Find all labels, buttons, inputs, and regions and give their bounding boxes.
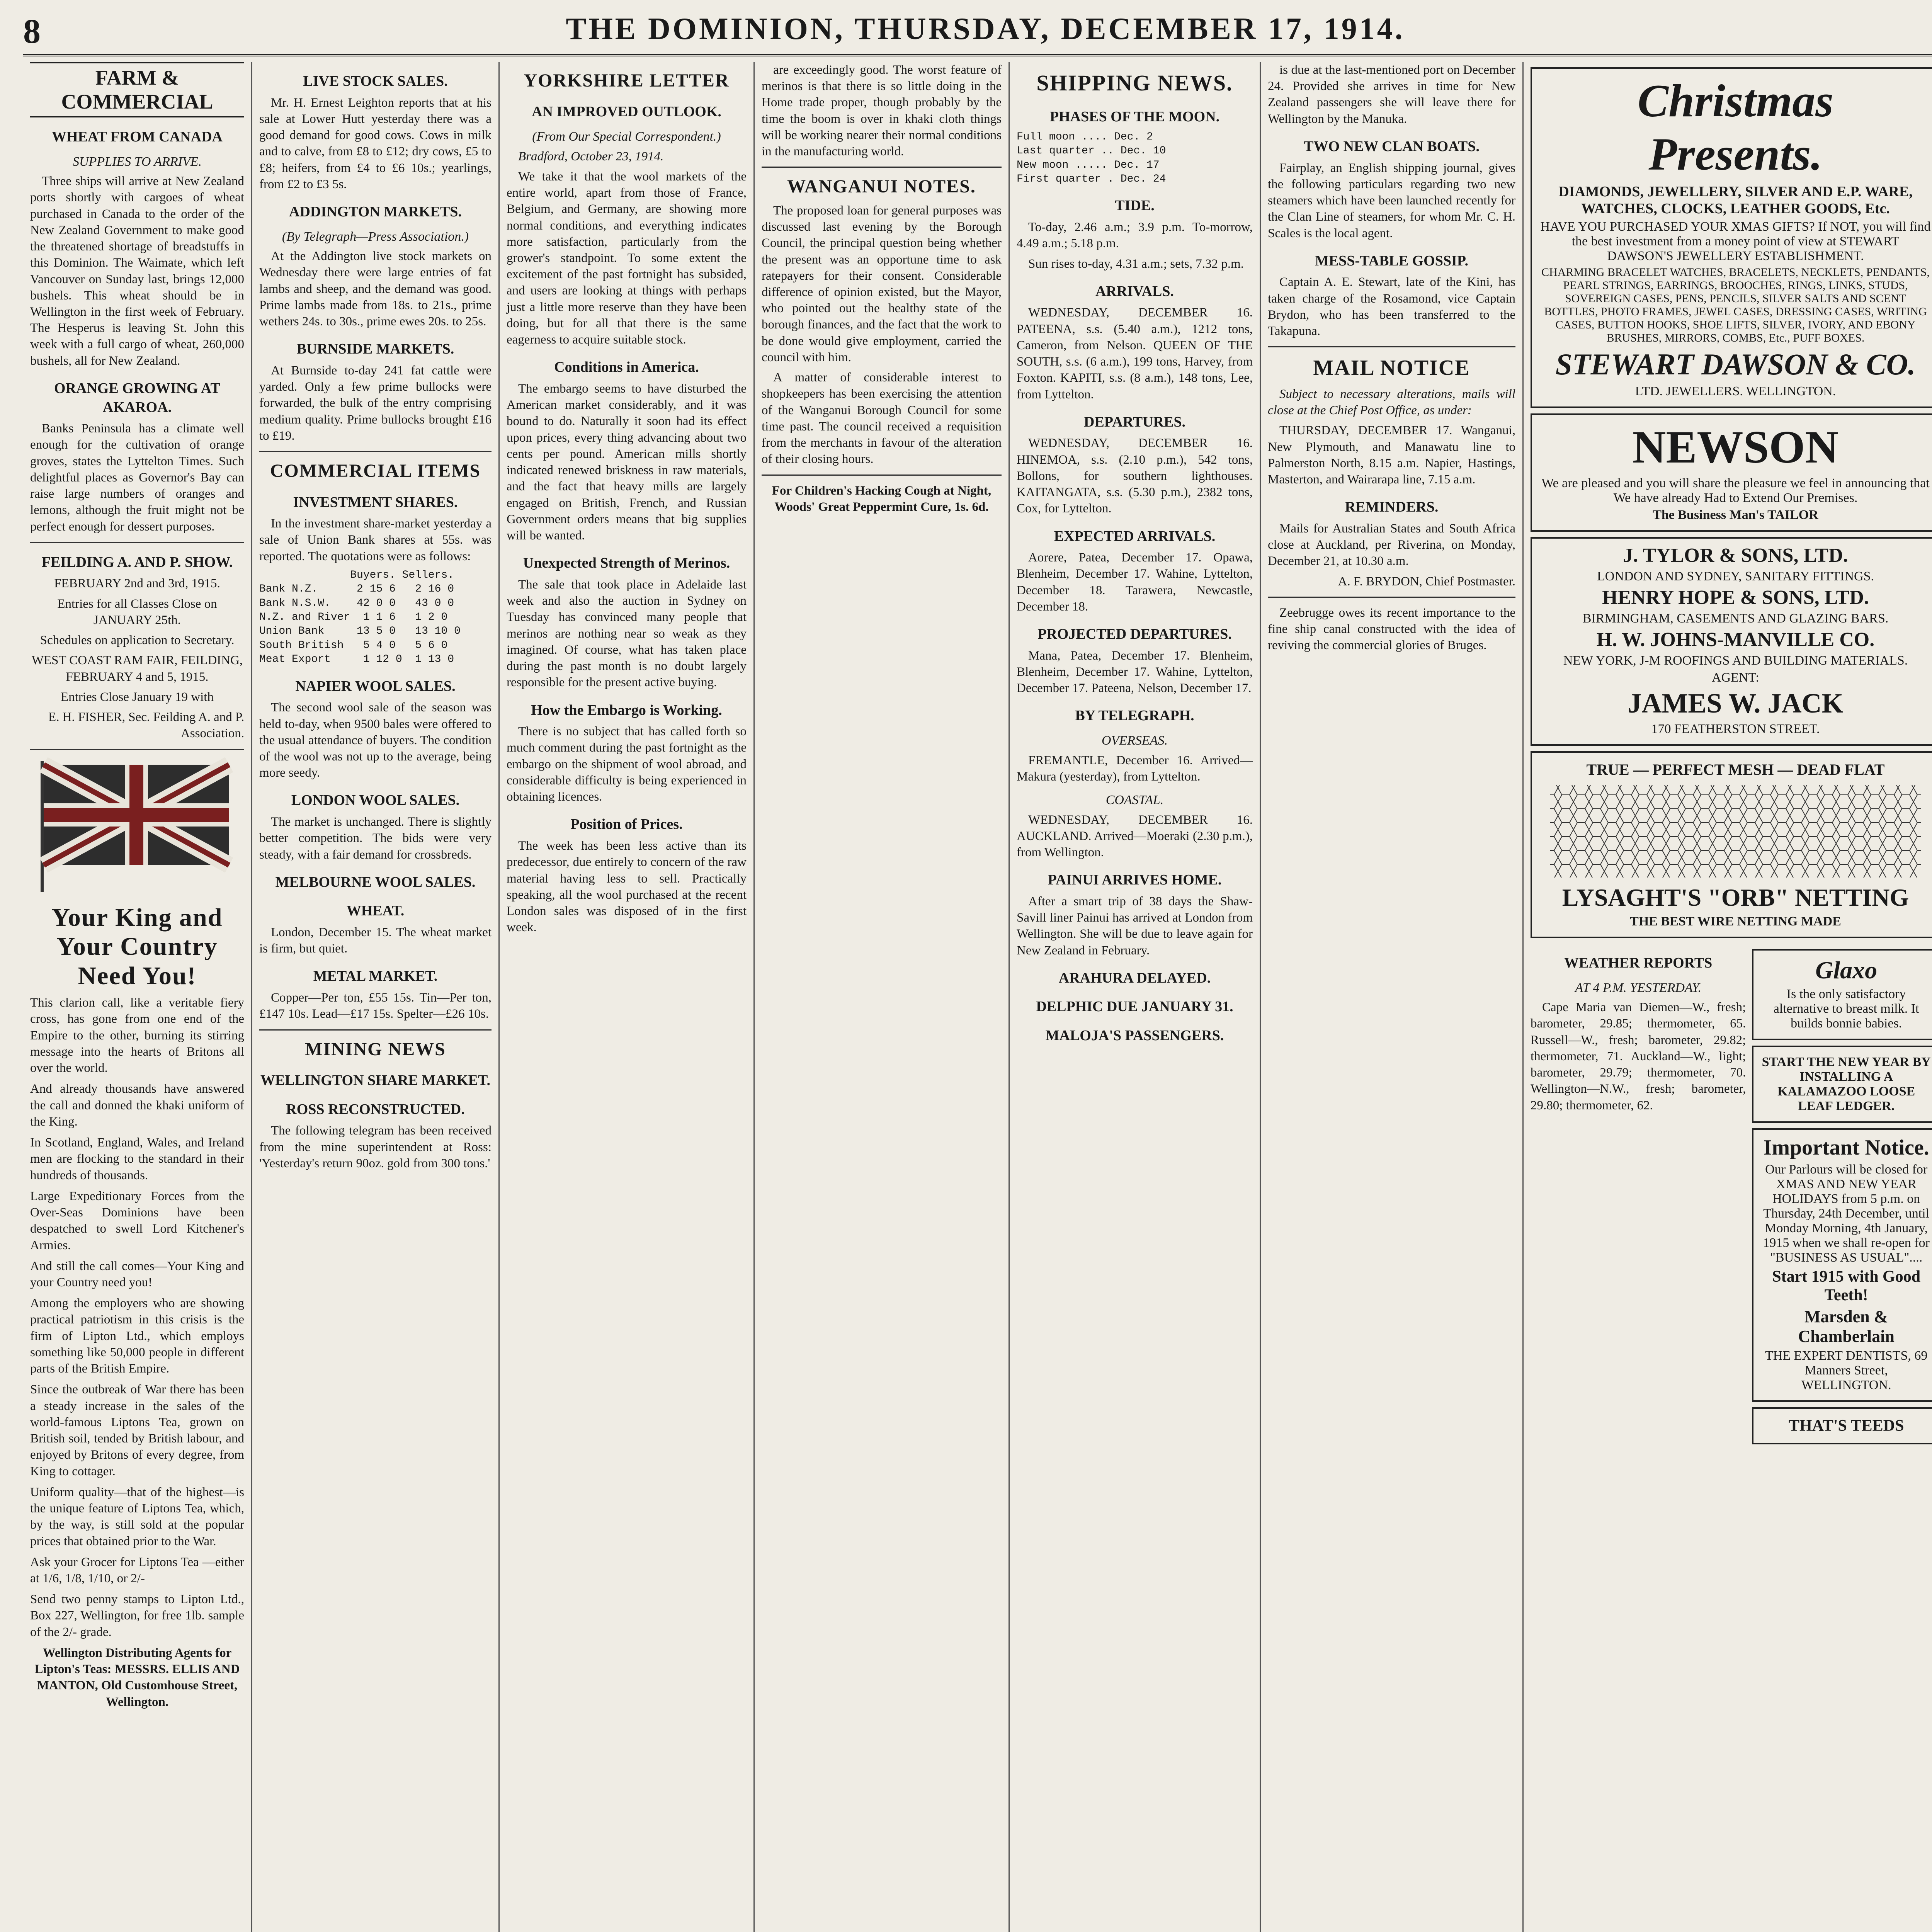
- article-clan: Fairplay, an English shipping journal, gives the following particulars regarding two new steamers which have been launched recently for the Clan Line of steamers, for whom Mr. C. H. Scales is the local agent.: [1268, 161, 1515, 240]
- shares-table: Buyers. Sellers. Bank N.Z. 2 15 6 2 16 0 Bank N.S.W. 42 0 0 43 0 0 N.Z. and River 1 1 6 1 2 0 Union Bank 13 5 0 13 10 0 South British 5 4 0 5 6 0 Meat Export 1 12 0 1 13 0: [259, 569, 461, 666]
- important-text: Our Parlours will be closed for XMAS AND NEW YEAR HOLIDAYS from 5 p.m. on Thursday, 24th December, until Monday Morning, 4th January, 1915 when we shall re-open for "BUSINESS AS USUAL"....: [1763, 1162, 1930, 1265]
- important-notice: Important Notice.: [1763, 1136, 1929, 1160]
- union-jack-flag-icon: [33, 757, 242, 896]
- section-title: FARM & COMMERCIAL: [30, 62, 244, 117]
- mail-intro: Subject to necessary alterations, mails will close at the Chief Post Office, as under:: [1268, 387, 1515, 418]
- headline-commercial: COMMERCIAL ITEMS: [270, 461, 481, 481]
- lipton-item: Since the outbreak of War there has been a steady increase in the sales of the world-famous Liptons Tea, grown on British soil, tended by British labour, and enjoyed by Britons of every degree, from King to cottager.: [30, 1383, 244, 1478]
- article-mess: Captain A. E. Stewart, late of the Kini, has taken charge of the Rosamond, vice Captain Brydon, who has been transferred to the Takapuna.: [1268, 275, 1515, 338]
- show-entries: Entries for all Classes Close on JANUARY 25th.: [57, 597, 217, 627]
- dentists-ad: [1752, 1128, 1932, 1402]
- headline-yorkshire: YORKSHIRE LETTER: [524, 70, 730, 91]
- column-yorkshire: [498, 62, 753, 1932]
- stewart-dawson-ad: [1531, 67, 1932, 408]
- article-livestock: Mr. H. Ernest Leighton reports that at his sale at Lower Hutt yesterday there was a good demand for good cows. Cows in milk and to calve, from £8 to £12; dry cows, £5 to £8; heifers, from £4 to £6 10s.; yearlings, from £2 to £3 5s.: [259, 95, 492, 191]
- subhead-tide: TIDE.: [1115, 197, 1155, 214]
- subhead-embargo: How the Embargo is Working.: [531, 702, 722, 718]
- headline-delphic: DELPHIC DUE JANUARY 31.: [1036, 998, 1233, 1015]
- coastal-list: WEDNESDAY, DECEMBER 16. AUCKLAND. Arrived—Moeraki (2.30 p.m.), from Wellington.: [1017, 813, 1253, 860]
- column-shipping: [1009, 62, 1260, 1932]
- christmas-title: Christmas: [1638, 75, 1833, 126]
- subhead-prices: Position of Prices.: [570, 816, 683, 833]
- projected-list: Mana, Patea, December 17. Blenheim, Blenheim, December 17. Wahine, Lyttelton, December 17. Pateena, Nelson, December 17.: [1017, 648, 1253, 696]
- article-paragraph: are exceedingly good. The worst feature of merinos is that there is so little doing in the Home trade proper, though probably by the time the boom is over in khaki cloth things will be working nearer their normal conditions in the manufacturing world.: [762, 63, 1002, 159]
- expected-list: Aorere, Patea, December 17. Opawa, Blenheim, December 17. Wahine, Lyttelton, December 18. Tarawera, Newcastle, December 18.: [1017, 551, 1253, 614]
- dentists-sub: THE EXPERT DENTISTS, 69 Manners Street, WELLINGTON.: [1765, 1349, 1928, 1392]
- xmas-text: HAVE YOU PURCHASED YOUR XMAS GIFTS? If NOT, you will find the best investment from a money point of view at STEWART DAWSON'S JEWELLERY ESTABLISHMENT.: [1540, 219, 1931, 263]
- lower-ads: [1531, 944, 1932, 1450]
- johns-manville-name: H. W. JOHNS-MANVILLE CO.: [1596, 629, 1875, 651]
- tylor-sub: LONDON AND SYDNEY, SANITARY FITTINGS.: [1597, 569, 1874, 583]
- page-number: 8: [23, 12, 41, 51]
- hope-name: HENRY HOPE & SONS, LTD.: [1602, 587, 1869, 609]
- article-painui: After a smart trip of 38 days the Shaw-Savill liner Painui has arrived at London from Wellington. She will be due to leave again for New Zealand in February.: [1017, 894, 1253, 957]
- glaxo-name: Glaxo: [1815, 956, 1878, 984]
- article-investment: In the investment share-market yesterday a sale of Union Bank shares at 55s. was reported. The quotations were as follows:: [259, 517, 492, 563]
- headline-orange: ORANGE GROWING AT AKAROA.: [54, 380, 220, 415]
- agent-label: AGENT:: [1712, 670, 1759, 685]
- subhead-america: Conditions in America.: [554, 359, 699, 376]
- departures-list: WEDNESDAY, DECEMBER 16. HINEMOA, s.s. (2.10 p.m.), 542 tons, Bollons, for southern lighthouses. KAITANGATA, s.s. (5.30 p.m.), 2382 tons, Cox, for Lyttelton.: [1017, 436, 1253, 516]
- headline-weather: WEATHER REPORTS: [1564, 955, 1713, 971]
- wire-netting-icon: [1543, 781, 1929, 881]
- article-paragraph: A matter of considerable interest to shopkeepers has been exercising the attention of the Wanganui Borough Council for some time past. The council received a requisition from the merchants in favour of the alteration of their closing hours.: [762, 371, 1002, 466]
- subhead-projected: PROJECTED DEPARTURES.: [1037, 626, 1232, 643]
- article-paragraph: is due at the last-mentioned port on December 24. Provided she arrives in time for New Zealand passengers she will leave there for Wellington by the Manuka.: [1268, 63, 1515, 126]
- presents-title: Presents.: [1648, 128, 1823, 180]
- lipton-item: This clarion call, like a veritable fiery cross, has gone from one end of the Empire to the other, burning its stirring message into the hearts of Britons all over the world.: [30, 996, 244, 1075]
- subhead-addington: (By Telegraph—Press Association.): [282, 229, 469, 244]
- subhead-overseas: OVERSEAS.: [1102, 733, 1168, 748]
- lysaght-ad: [1531, 751, 1932, 938]
- headline-wanganui: WANGANUI NOTES.: [787, 176, 976, 197]
- newson-name: NEWSON: [1632, 421, 1839, 473]
- james-jack-name: JAMES W. JACK: [1628, 688, 1844, 719]
- headline-ross: ROSS RECONSTRUCTED.: [286, 1101, 465, 1117]
- newson-ad: [1531, 413, 1932, 532]
- article-napier: The second wool sale of the season was held to-day, when 9500 bales were offered to the usual attendance of buyers. The condition of the wool was not up to the average, being more seedy.: [259, 701, 492, 780]
- headline-london: LONDON WOOL SALES.: [291, 792, 460, 809]
- james-jack-address: 170 FEATHERSTON STREET.: [1651, 722, 1820, 736]
- article-orange: Banks Peninsula has a climate well enough for the cultivation of orange groves, states the Lyttelton Times. Such delightful places as Governor's Bay can raise large numbers of oranges and lemons, although the fruit might not be perfect enough for dessert purposes.: [30, 422, 244, 534]
- column-mail: [1260, 62, 1522, 1932]
- headline-wheat: WHEAT FROM CANADA: [52, 129, 223, 145]
- ram-fair: WEST COAST RAM FAIR, FEILDING, FEBRUARY 4 and 5, 1915.: [31, 653, 243, 684]
- subhead-departures: DEPARTURES.: [1084, 413, 1185, 430]
- column-livestock: [251, 62, 498, 1932]
- lipton-item: Large Expeditionary Forces from the Over-Seas Dominions have been despatched to swell Lord Kitchener's Armies.: [30, 1189, 244, 1252]
- headline-reminders: REMINDERS.: [1345, 499, 1439, 515]
- headline-maloja: MALOJA'S PASSENGERS.: [1045, 1027, 1224, 1044]
- column-wanganui: [753, 62, 1009, 1932]
- headline-melbourne: MELBOURNE WOOL SALES.: [275, 874, 476, 890]
- article-addington: At the Addington live stock markets on Wednesday there were large entries of fat lambs and sheep, and the demand was good. Prime lambs made from 18s. to 21s., prime wethers 24s. to 30s., prime ewes 20s. to 25s.: [259, 249, 492, 329]
- overseas-list: FREMANTLE, December 16. Arrived—Makura (yesterday), from Lyttelton.: [1017, 753, 1253, 784]
- subhead-arrivals: ARRIVALS.: [1095, 283, 1174, 299]
- headline-mess: MESS-TABLE GOSSIP.: [1315, 252, 1469, 269]
- lipton-item: And already thousands have answered the call and donned the khaki uniform of the King.: [30, 1082, 244, 1129]
- article-paragraph: There is no subject that has called forth so much comment during the past fortnight as the embargo on the shipment of wool abroad, and considerable difficulty is being experienced in obtaining licences.: [507, 724, 747, 804]
- mail-schedule: THURSDAY, DECEMBER 17. Wanganui, New Plymouth, and Manawatu line to Palmerston North, 8.15 a.m. Napier, Hastings, Masterton, and Wairarapa line, 7.15 a.m.: [1268, 423, 1515, 487]
- subhead-weather: AT 4 P.M. YESTERDAY.: [1575, 980, 1702, 995]
- subhead-expected: EXPECTED ARRIVALS.: [1054, 528, 1216, 544]
- headline-livestock: LIVE STOCK SALES.: [303, 73, 448, 89]
- james-jack-ad: [1531, 537, 1932, 746]
- glaxo-ad: [1752, 949, 1932, 1040]
- good-teeth: Start 1915 with Good Teeth!: [1772, 1268, 1921, 1304]
- masthead: [23, 8, 1932, 56]
- stewart-dawson-name: STEWART DAWSON & CO.: [1555, 347, 1916, 381]
- article-ross: The following telegram has been received from the mine superintendent at Ross: 'Yesterday's return 90oz. gold from 300 tons.': [259, 1124, 492, 1170]
- newson-tag: The Business Man's TAILOR: [1653, 508, 1818, 522]
- lipton-advert: [30, 995, 244, 1710]
- subhead-telegraph: BY TELEGRAPH.: [1075, 707, 1194, 724]
- column-advertisements: [1522, 62, 1932, 1932]
- article-paragraph: The proposed loan for general purposes was discussed last evening by the Borough Council, the principal question being whether the present was an opportune time to ask ratepayers for their consent. Considerable difference of opinion existed, but the Mayor, who pointed out the healthy state of the borough finances, and the fact that the work to be done would give employment, carried the council with him.: [762, 203, 1002, 364]
- subhead-yorkshire: AN IMPROVED OUTLOOK.: [532, 104, 721, 120]
- headline-mail: MAIL NOTICE: [1313, 356, 1470, 380]
- lipton-item: Among the employers who are showing practical patriotism in this crisis is the firm of Lipton Ltd., which employs something like 50,000 people in different parts of the British Empire.: [30, 1296, 244, 1376]
- show-secretary: E. H. FISHER, Sec. Feilding A. and P. Association.: [48, 710, 244, 741]
- xmas-items: DIAMONDS, JEWELLERY, SILVER AND E.P. WARE, WATCHES, CLOCKS, LEATHER GOODS, Etc.: [1558, 184, 1913, 217]
- netting-top: TRUE — PERFECT MESH — DEAD FLAT: [1586, 761, 1885, 778]
- netting-name: LYSAGHT'S "ORB" NETTING: [1562, 884, 1909, 911]
- kalamazoo-text: START THE NEW YEAR BY INSTALLING A KALAMAZOO LOOSE LEAF LEDGER.: [1762, 1055, 1931, 1113]
- show-date: FEBRUARY 2nd and 3rd, 1915.: [54, 577, 220, 591]
- subhead-wheat: SUPPLIES TO ARRIVE.: [73, 154, 202, 169]
- headline-metal: METAL MARKET.: [313, 968, 438, 985]
- article-zeebrugge: Zeebrugge owes its recent importance to the fine ship canal constructed with the idea of reviving the commercial glories of Bruges.: [1268, 605, 1515, 653]
- dentists-name: Marsden & Chamberlain: [1798, 1307, 1895, 1346]
- headline-investment: INVESTMENT SHARES.: [293, 494, 458, 510]
- stewart-dawson-sub: LTD. JEWELLERS. WELLINGTON.: [1635, 384, 1836, 398]
- show-schedules: Schedules on application to Secretary.: [40, 633, 235, 648]
- subhead-merinos: Unexpected Strength of Merinos.: [523, 555, 730, 571]
- headline-napier: NAPIER WOOL SALES.: [295, 678, 456, 694]
- subhead-mining: WELLINGTON SHARE MARKET.: [260, 1072, 491, 1089]
- king-country-headline: Your King and Your Country Need You!: [51, 903, 223, 990]
- kalamazoo-ad: [1752, 1046, 1932, 1123]
- lipton-item: Ask your Grocer for Liptons Tea —either at 1/6, 1/8, 1/10, or 2/-: [30, 1555, 244, 1585]
- newspaper-title: THE DOMINION, THURSDAY, DECEMBER 17, 1914.: [566, 12, 1405, 46]
- subhead-coastal: COASTAL.: [1105, 793, 1164, 808]
- dateline: Bradford, October 23, 1914.: [518, 149, 664, 163]
- sun-times: Sun rises to-day, 4.31 a.m.; sets, 7.32 p.m.: [1028, 257, 1244, 271]
- headline-arahura: ARAHURA DELAYED.: [1058, 969, 1211, 986]
- glaxo-text: Is the only satisfactory alternative to breast milk. It builds bonnie babies.: [1773, 987, 1919, 1031]
- tide-times: To-day, 2.46 a.m.; 3.9 p.m. To-morrow, 4.49 a.m.; 5.18 p.m.: [1017, 220, 1253, 251]
- article-wheat-market: London, December 15. The wheat market is firm, but quiet.: [259, 925, 492, 956]
- headline-wheat-market: WHEAT.: [346, 903, 405, 919]
- xmas-list: CHARMING BRACELET WATCHES, BRACELETS, NECKLETS, PENDANTS, PEARL STRINGS, EARRINGS, BROOCHES, RINGS, LINKS, STUDS, SOVEREIGN CASES, PENS, PENCILS, SILVER SALTS AND SCENT BOTTLES, PHOTO FRAMES, JEWEL CASES, DRESSING CASES, WRITING CASES, BUTTON HOOKS, SHOE LIFTS, SILVER, IVORY, AND EBONY BRUSHES, MIRRORS, COMBS, Etc., PUFF BOXES.: [1541, 266, 1930, 344]
- article-metal: Copper—Per ton, £55 15s. Tin—Per ton, £147 10s. Lead—£17 15s. Spelter—£26 10s.: [259, 991, 492, 1021]
- moon-table: Full moon .... Dec. 2 Last quarter .. Dec. 10 New moon ..... Dec. 17 First quarter . Dec. 24: [1017, 131, 1166, 185]
- lipton-item: In Scotland, England, Wales, and Ireland men are flocking to the standard in their hundreds of thousands.: [30, 1136, 244, 1182]
- ram-fair-entries: Entries Close January 19 with: [61, 690, 214, 704]
- headline-mining: MINING NEWS: [305, 1039, 446, 1060]
- column-farm-commercial: [23, 62, 251, 1932]
- lipton-item: Send two penny stamps to Lipton Ltd., Box 227, Wellington, for free 1lb. sample of the 2/- grade.: [30, 1592, 244, 1639]
- teeds-text: THAT'S TEEDS: [1788, 1417, 1904, 1435]
- article-paragraph: The sale that took place in Adelaide last week and also the auction in Sydney on Tuesday has convinced many people that merinos are nothing near so weak as they imagined. Of course, what has taken place during the past month is no doubt largely responsible for the present active buying.: [507, 577, 747, 690]
- johns-manville-sub: NEW YORK, J-M ROOFINGS AND BUILDING MATERIALS.: [1563, 653, 1908, 668]
- postmaster-signature: A. F. BRYDON, Chief Postmaster.: [1338, 574, 1515, 588]
- article-paragraph: We take it that the wool markets of the entire world, apart from those of France, Belgium, and Germany, are showing more normal conditions, and everything indicates more satisfaction, particularly from the grower's standpoint. To some extent the excitement of the past fortnight has subsided, and users are looking at things with perhaps just a little more reserve than they have been doing, but for all that there is the same eagerness to acquire suitable stock.: [507, 169, 747, 347]
- weather-list: Cape Maria van Diemen—W., fresh; barometer, 29.85; thermometer, 65. Russell—W., fresh; barometer, 29.82; thermometer, 71. Auckland—W., light; barometer, 29.79; thermometer, 70. Wellington—N.W., fresh; barometer, 29.80; thermometer, 62.: [1531, 1000, 1746, 1112]
- subhead-moon: PHASES OF THE MOON.: [1049, 109, 1220, 125]
- arrivals-list: WEDNESDAY, DECEMBER 16. PATEENA, s.s. (5.40 a.m.), 1212 tons, Cameron, from Nelson. QUEEN OF THE SOUTH, s.s. (6 a.m.), 199 tons, Harvey, from Foxton. KAPITI, s.s. (8 a.m.), 148 tons, Lee, from Lyttelton.: [1017, 306, 1253, 401]
- teeds-ad: [1752, 1407, 1932, 1444]
- headline-show: FEILDING A. AND P. SHOW.: [41, 554, 233, 570]
- headline-painui: PAINUI ARRIVES HOME.: [1048, 872, 1222, 888]
- headline-clan: TWO NEW CLAN BOATS.: [1304, 138, 1480, 155]
- lipton-item: Uniform quality—that of the highest—is the unique feature of Liptons Tea, which, by the way, is still sold at the popular prices that obtained prior to the War.: [30, 1485, 244, 1548]
- article-paragraph: The embargo seems to have disturbed the American market considerably, and it was bound to do. Naturally it soon had its effect upon prices, every thing advancing about two cents per pound. American mills shortly indicated renewed briskness in raw materials, and the fact that heavy mills are largely engaged on British, French, and Russian Government orders means that big supplies will be wanted.: [507, 382, 747, 543]
- tylor-name: J. TYLOR & SONS, LTD.: [1623, 544, 1848, 566]
- lipton-agents: Wellington Distributing Agents for Lipton's Teas: MESSRS. ELLIS AND MANTON, Old Customhouse Street, Wellington.: [34, 1646, 240, 1709]
- newson-text: We are pleased and you will share the pleasure we feel in announcing that We have already Had to Extend Our Premises.: [1541, 476, 1930, 505]
- headline-burnside: BURNSIDE MARKETS.: [296, 341, 454, 357]
- article-wheat: Three ships will arrive at New Zealand ports shortly with cargoes of wheat purchased in Canada to the order of the New Zealand Government to make good the threatened shortage of breadstuffs in this Dominion. The Waimate, which left Vancouver on Sunday last, brings 12,000 bushels. This wheat should be in Wellington in the first week of February. The Hesperus is leaving St. John this week with a full cargo of wheat, 260,000 bushels, all for New Zealand.: [30, 174, 244, 368]
- byline: (From Our Special Correspondent.): [532, 129, 721, 144]
- article-burnside: At Burnside to-day 241 fat cattle were yarded. Only a few prime bullocks were forwarded, the bulk of the entry comprising medium quality. Prime bullocks brought £16 to £19.: [259, 363, 492, 443]
- hope-sub: BIRMINGHAM, CASEMENTS AND GLAZING BARS.: [1582, 611, 1889, 626]
- cough-cure-ad: For Children's Hacking Cough at Night, Woods' Great Peppermint Cure, 1s. 6d.: [772, 483, 992, 514]
- headline-shipping: SHIPPING NEWS.: [1036, 70, 1233, 95]
- reminders-text: Mails for Australian States and South Africa close at Auckland, per Riverina, on Monday, December 21, at 10.30 a.m.: [1268, 522, 1515, 568]
- netting-sub: THE BEST WIRE NETTING MADE: [1630, 914, 1841, 929]
- article-london: The market is unchanged. There is slightly better competition. The bids were very steady, with a fair demand for crossbreds.: [259, 815, 492, 862]
- headline-addington: ADDINGTON MARKETS.: [289, 204, 462, 220]
- article-paragraph: The week has been less active than its predecessor, due entirely to concern of the raw material having less to sell. Practically speaking, all the wool purchased at the recent London sales was disposed of in the first week.: [507, 839, 747, 935]
- lipton-item: And still the call comes—Your King and your Country need you!: [30, 1259, 244, 1289]
